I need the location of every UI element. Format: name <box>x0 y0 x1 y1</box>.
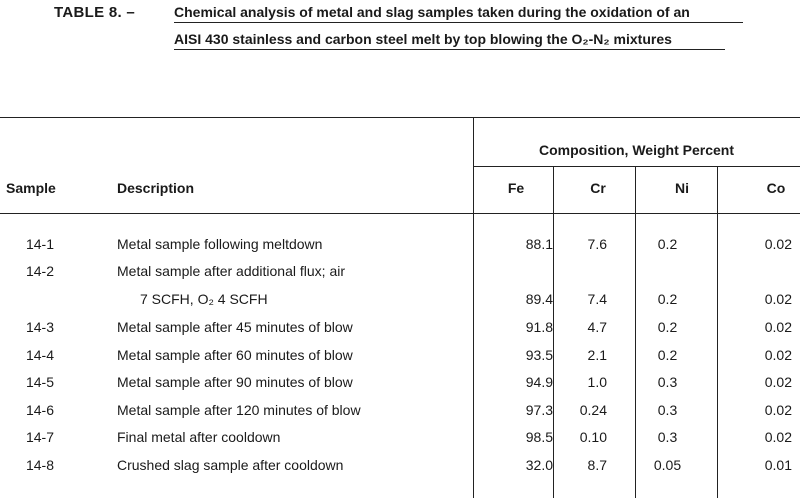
fe-value: 91.8 <box>525 319 553 335</box>
description: Metal sample after additional flux; air <box>117 263 345 279</box>
column-header-co: Co <box>766 180 786 196</box>
sample-id: 14-5 <box>25 374 55 390</box>
ni-value: 0.2 <box>657 347 678 363</box>
table-top-rule <box>0 117 800 118</box>
description: Crushed slag sample after cooldown <box>117 457 344 473</box>
co-value: 0.02 <box>764 319 792 335</box>
cr-value: 7.4 <box>587 291 607 307</box>
fe-value: 93.5 <box>525 347 553 363</box>
table-row <box>0 369 800 396</box>
co-value: 0.01 <box>764 457 792 473</box>
table-row <box>0 452 800 479</box>
sample-id: 14-4 <box>25 347 55 363</box>
ni-value: 0.2 <box>657 291 678 307</box>
fe-value: 97.3 <box>525 402 553 418</box>
co-value: 0.02 <box>764 402 792 418</box>
caption-underline-2 <box>174 49 725 50</box>
sample-id: 14-1 <box>25 236 55 252</box>
ni-value: 0.05 <box>653 457 682 473</box>
sample-id: 14-2 <box>25 263 55 279</box>
cr-value: 0.10 <box>579 429 607 445</box>
table-row <box>0 314 800 341</box>
header-rule <box>0 213 800 214</box>
composition-header: Composition, Weight Percent <box>539 142 734 158</box>
co-value: 0.02 <box>764 347 792 363</box>
table-number: TABLE 8. – <box>54 4 136 21</box>
ni-value: 0.3 <box>657 374 678 390</box>
column-header-ni: Ni <box>675 180 689 196</box>
sample-id: 14-6 <box>25 402 55 418</box>
table-row <box>0 286 800 313</box>
ni-value: 0.2 <box>657 236 678 252</box>
co-value: 0.02 <box>764 374 792 390</box>
description: Final metal after cooldown <box>117 429 281 445</box>
sample-id: 14-7 <box>25 429 55 445</box>
table-row <box>0 424 800 451</box>
description: Metal sample following meltdown <box>117 236 323 252</box>
fe-value: 88.1 <box>525 236 553 252</box>
cr-value: 4.7 <box>587 319 607 335</box>
column-header-cr: Cr <box>590 180 606 196</box>
table-row <box>0 258 800 285</box>
ni-value: 0.3 <box>657 402 678 418</box>
composition-rule <box>473 166 800 167</box>
description: Metal sample after 120 minutes of blow <box>117 402 361 418</box>
sample-id: 14-3 <box>25 319 55 335</box>
fe-value: 98.5 <box>525 429 553 445</box>
ni-value: 0.2 <box>657 319 678 335</box>
caption-underline-1 <box>174 22 743 23</box>
co-value: 0.02 <box>764 291 792 307</box>
fe-value: 89.4 <box>525 291 553 307</box>
table-row <box>0 397 800 424</box>
caption-line-1: Chemical analysis of metal and slag samples taken during the oxidation of an <box>174 4 690 20</box>
co-value: 0.02 <box>764 236 792 252</box>
column-header-sample: Sample <box>6 180 56 196</box>
description: Metal sample after 90 minutes of blow <box>117 374 353 390</box>
fe-value: 32.0 <box>525 457 553 473</box>
description: Metal sample after 45 minutes of blow <box>117 319 353 335</box>
cr-value: 8.7 <box>587 457 607 473</box>
table-row <box>0 231 800 258</box>
cr-value: 0.24 <box>579 402 607 418</box>
column-header-fe: Fe <box>507 180 525 196</box>
cr-value: 7.6 <box>587 236 607 252</box>
cr-value: 2.1 <box>587 347 607 363</box>
table-row <box>0 342 800 369</box>
sample-id: 14-8 <box>25 457 55 473</box>
fe-value: 94.9 <box>525 374 553 390</box>
column-header-description: Description <box>117 180 195 196</box>
ni-value: 0.3 <box>657 429 678 445</box>
cr-value: 1.0 <box>587 374 607 390</box>
caption-line-2: AISI 430 stainless and carbon steel melt by top blowing the O₂-N₂ mixtures <box>174 31 672 47</box>
description-continuation: 7 SCFH, O₂ 4 SCFH <box>140 291 268 307</box>
co-value: 0.02 <box>764 429 792 445</box>
description: Metal sample after 60 minutes of blow <box>117 347 353 363</box>
